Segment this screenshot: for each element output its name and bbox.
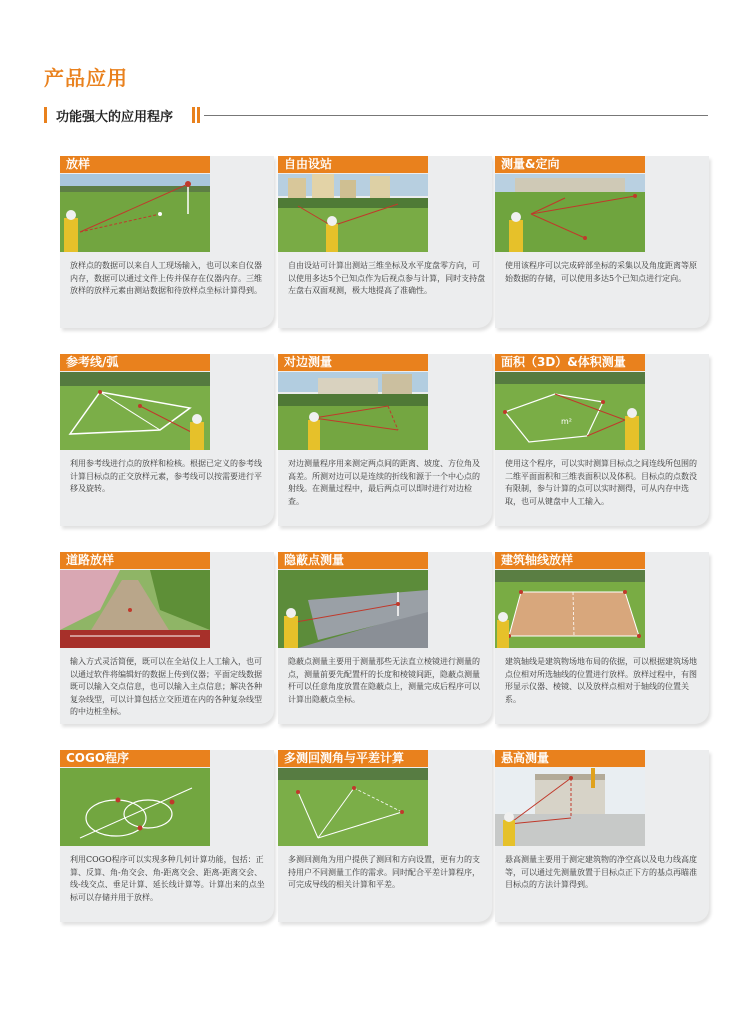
card-building-axis [495,552,709,724]
card-text: 利用COGO程序可以实现多种几何计算功能，包括：正算、反算、角-角交会、角-距离交会、距离-距离交会、线-线交点、垂足计算、延长线计算等。计算出来的点坐标可以存储并用于放样。 [70,855,265,902]
card-free-station [278,156,492,328]
svg-text:m²: m² [561,417,572,426]
card-title: 对边测量 [278,354,428,371]
card-text: 放样点的数据可以来自人工现场输入，也可以来自仪器内存，数据可以通过文件上传并保存在仪器内存。三维放样的放样元素由测站数据和待放样点坐标计算得到。 [70,261,262,295]
card-text: 使用这个程序，可以实时测算目标点之间连线所包围的二维平面面积和三维表面积以及体积。目标点的点数没有限制，参与计算的点可以实时测得，可从内存中选取，也可从键盘中人工输入。 [505,459,697,506]
card-title: 测量&定向 [495,156,645,173]
card-cogo [60,750,274,922]
card-title: 放样 [60,156,210,173]
hidden-point-photo [278,570,428,648]
card-title: 面积（3D）&体积测量 [495,354,645,371]
building-axis-photo [495,570,645,648]
card-text: 利用参考线进行点的放样和检核。根据已定义的参考线计算目标点的正交放样元素，参考线可以按需要进行平移及旋转。 [70,459,262,493]
card-text: 对边测量程序用来测定两点间的距离、坡度、方位角及高差。所测对边可以是连续的折线和源于一个中心点的射线。在测量过程中，最后两点可以即时进行对边检查。 [288,459,480,506]
card-title: 参考线/弧 [60,354,210,371]
card-missing-line [278,354,492,526]
cogo-photo [60,768,210,846]
area-volume-photo [495,372,645,450]
card-text: 输入方式灵活简便，既可以在全站仪上人工输入，也可以通过软件将编辑好的数据上传到仪器；平面定线数据既可以输入交点信息，也可以输入主点信息；解决各种复杂线型，可以计算包括立交匝道在内的各种复杂线型的中边桩坐标。 [70,657,262,716]
free-station-photo [278,174,428,252]
card-title: 多测回测角与平差计算 [278,750,428,767]
card-title: 隐蔽点测量 [278,552,428,569]
section-header [44,104,708,126]
card-measure-orient [495,156,709,328]
card-stakeout [60,156,274,328]
remote-height-photo [495,768,645,846]
card-text: 隐蔽点测量主要用于测量那些无法直立棱镜进行测量的点，测量前要先配置杆的长度和棱镜间距，隐蔽点测量杆可以任意角度放置在隐蔽点上，测量完成后程序可以计算出隐蔽点坐标。 [288,657,480,704]
card-text: 使用该程序可以完成碎部坐标的采集以及角度距离等原始数据的存储，可以使用多达5个已知点进行定向。 [505,261,697,283]
card-title: COGO程序 [60,750,210,767]
section-rule [204,115,708,116]
section-mark-right-2 [197,107,200,123]
card-text: 悬高测量主要用于测定建筑物的净空高以及电力线高度等，可以通过先测量放置于目标点正下方的基点再瞄准目标点的方法计算得到。 [505,855,697,889]
card-remote-height [495,750,709,922]
card-text: 自由设站可计算出测站三维坐标及水平度盘零方向，可以使用多达5个已知点作为后视点参与计算，同时支持盘左盘右双面观测，极大地提高了准确性。 [288,261,486,295]
stakeout-photo [60,174,210,252]
card-title: 建筑轴线放样 [495,552,645,569]
card-reference-line [60,354,274,526]
page-title: 产品应用 [44,66,128,90]
missing-line-photo [278,372,428,450]
card-title: 道路放样 [60,552,210,569]
card-title: 自由设站 [278,156,428,173]
section-mark-left [44,107,47,123]
card-text: 建筑轴线是建筑物场地布局的依据，可以根据建筑场地点位相对所选轴线的位置进行放样。放样过程中，有图形显示仪器、棱镜、以及放样点相对于轴线的位置关系。 [505,657,697,704]
road-stakeout-photo [60,570,210,648]
reference-line-photo [60,372,210,450]
section-title: 功能强大的应用程序 [56,110,174,125]
measure-orient-photo [495,174,645,252]
card-text: 多测回测角为用户提供了测回和方向设置，更有力的支持用户不同测量工作的需求。同时配合平差计算程序，可完成导线的相关计算和平差。 [288,855,480,889]
card-area-volume [495,354,709,526]
card-road-stakeout [60,552,274,724]
card-hidden-point [278,552,492,724]
card-multi-set-angle [278,750,492,922]
card-title: 悬高测量 [495,750,645,767]
multi-set-angle-photo [278,768,428,846]
section-mark-right-1 [192,107,195,123]
